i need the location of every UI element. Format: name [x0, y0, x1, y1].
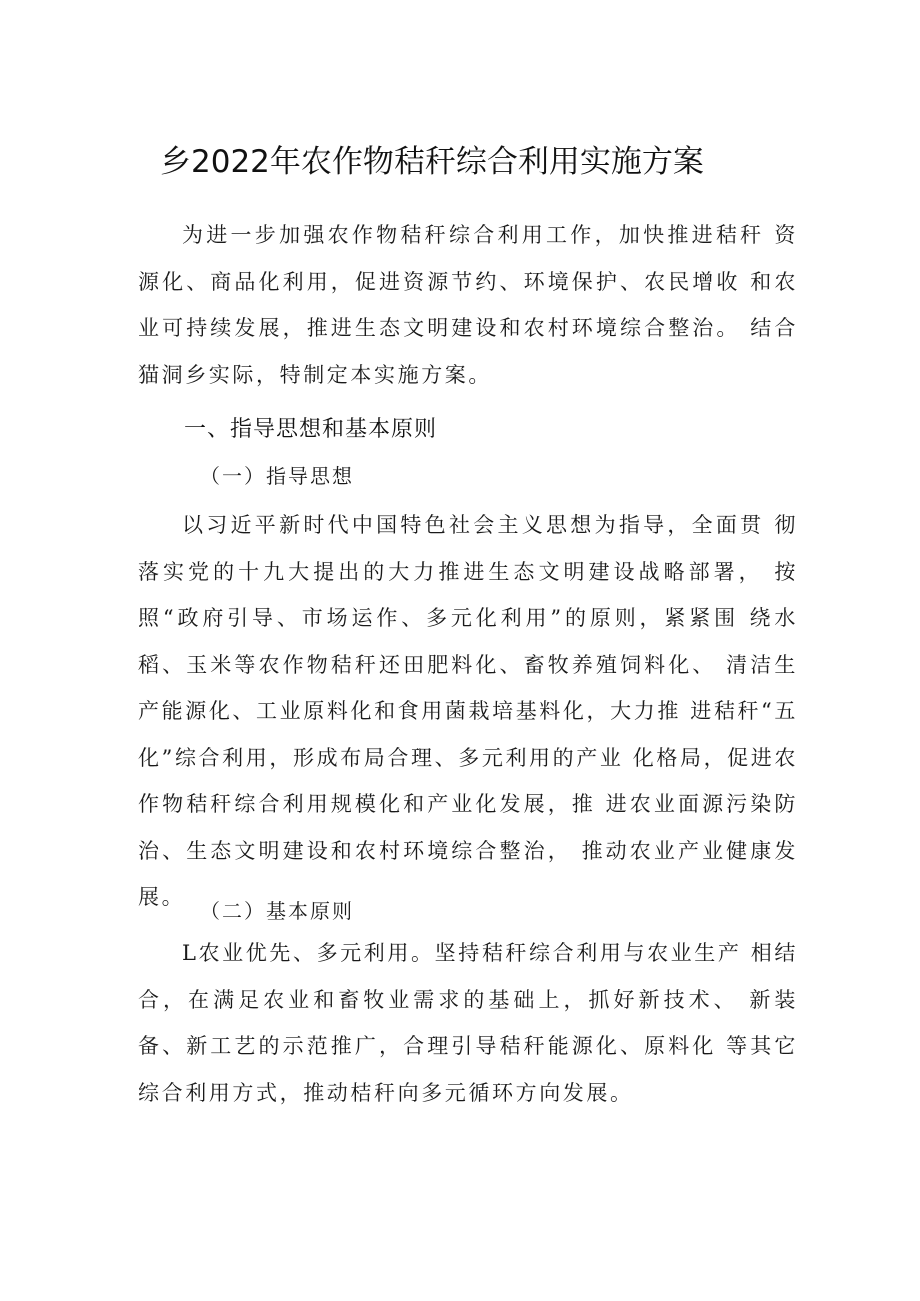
basic-principles-paragraph: L农业优先、多元利用。坚持秸秆综合利用与农业生产 相结合，在满足农业和畜牧业需求的基础上，抓好新技术、 新装备、新工艺的示范推广，合理引导秸秆能源化、原料化 等其它综合利用方式，推动桔秆向多元循环方向发展。	[138, 941, 798, 1105]
guiding-ideology-paragraph: 以习近平新时代中国特色社会主义思想为指导，全面贯 彻落实党的十九大提出的大力推进生态文明建设战略部署， 按照“政府引导、市场运作、多元化利用”的原则，紧紧围 绕水稻、玉米等农作物秸秆还田肥料化、畜牧养殖饲料化、 清洁生产能源化、工业原料化和食用菌栽培基料化，大力推 进秸秆“五化”综合利用，形成布局合理、多元利用的产业 化格局，促进农作物秸秆综合利用规模化和产业化发展，推 进农业面源污染防治、生态文明建设和农村环境综合整治， 推动农业产业健康发展。	[138, 513, 798, 909]
section-heading-1: 一、指导思想和基本原则	[184, 417, 438, 442]
subsection-heading-guiding-ideology: （一）指导思想	[200, 464, 354, 488]
document-title: 乡2022年农作物秸秆综合利用实施方案	[160, 144, 704, 180]
intro-paragraph: 为进一步加强农作物秸秆综合利用工作，加快推进秸秆 资源化、商品化利用，促进资源节约、环境保护、农民增收 和农业可持续发展，推进生态文明建设和农村环境综合整治。 结合猫洞乡实际，特制定本实施方案。	[138, 223, 798, 387]
subsection-heading-basic-principles: （二）基本原则	[200, 899, 354, 923]
